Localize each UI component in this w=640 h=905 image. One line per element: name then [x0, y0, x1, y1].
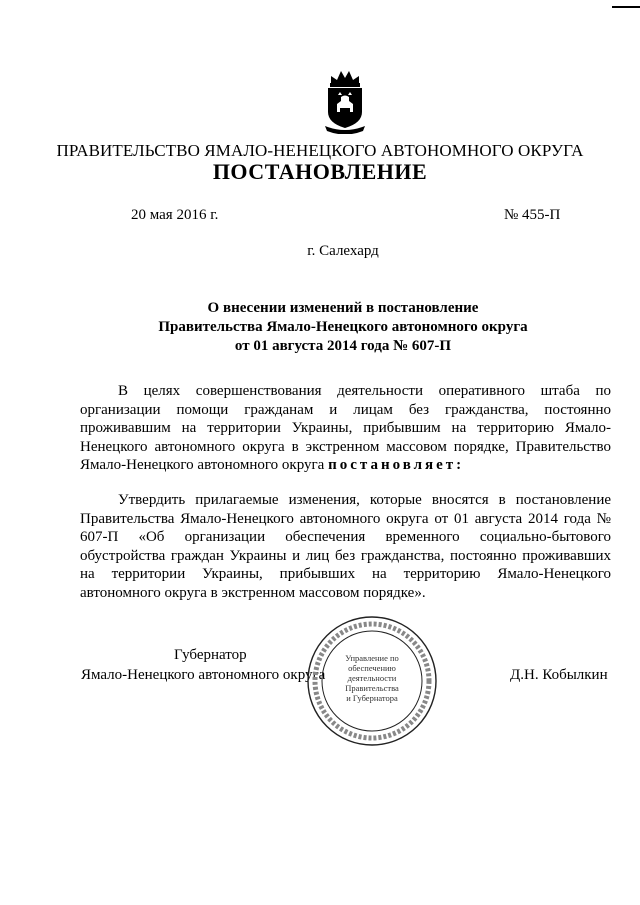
- scan-corner-mark: [612, 6, 640, 8]
- stamp-line: Управление по: [345, 653, 399, 663]
- resolution-paragraph: [80, 491, 611, 602]
- subject-line: Правительства Ямало-Ненецкого автономного округа: [158, 319, 528, 335]
- resolution-text: Утвердить прилагаемые изменения, которые вносятся в постановление Правительства Ямало-Ненецкого автономного округа от 01 августа 2014 года № 607-П «Об организации обеспечения временного социально-бытового обустройства граждан Украины и лиц без гражданства, постоянно проживавших на территории Украины, прибывших на территорию Ямало-Ненецкого автономного округа в экстренном массовом порядке».: [80, 492, 611, 601]
- stamp-text: [326, 653, 418, 703]
- document-number: № 455-П: [504, 207, 561, 223]
- coat-of-arms-icon: [323, 68, 367, 134]
- signer-name: Д.Н. Кобылкин: [510, 667, 608, 683]
- resolves-keyword: постановляет:: [328, 457, 465, 473]
- subject-line: О внесении изменений в постановление: [207, 300, 479, 316]
- preamble-text: В целях совершенствования деятельности оперативного штаба по организации помощи гражданам и лицам без гражданства, постоянно проживавшим на территории Украины, прибывшим на территорию Ямало-Ненецкого автономного округа в экстренном массовом порядке, Правительство Ямало-Ненецкого автономного округа: [80, 383, 611, 473]
- document-city: г. Салехард: [307, 243, 379, 259]
- stamp-line: Правительства: [345, 683, 399, 693]
- stamp-line: обеспечению: [348, 663, 396, 673]
- preamble-paragraph: [80, 382, 611, 475]
- signer-title-line1: Губернатор: [174, 647, 247, 663]
- stamp-line: деятельности: [347, 673, 397, 683]
- document-date: 20 мая 2016 г.: [131, 207, 219, 223]
- organization-title: ПРАВИТЕЛЬСТВО ЯМАЛО-НЕНЕЦКОГО АВТОНОМНОГО ОКРУГА: [56, 141, 584, 160]
- subject-line: от 01 августа 2014 года № 607-П: [234, 338, 452, 354]
- stamp-line: и Губернатора: [346, 693, 398, 703]
- signer-title-line2: Ямало-Ненецкого автономного округа: [81, 667, 326, 683]
- document-subject: [0, 299, 640, 356]
- document-type-title: ПОСТАНОВЛЕНИЕ: [212, 159, 428, 184]
